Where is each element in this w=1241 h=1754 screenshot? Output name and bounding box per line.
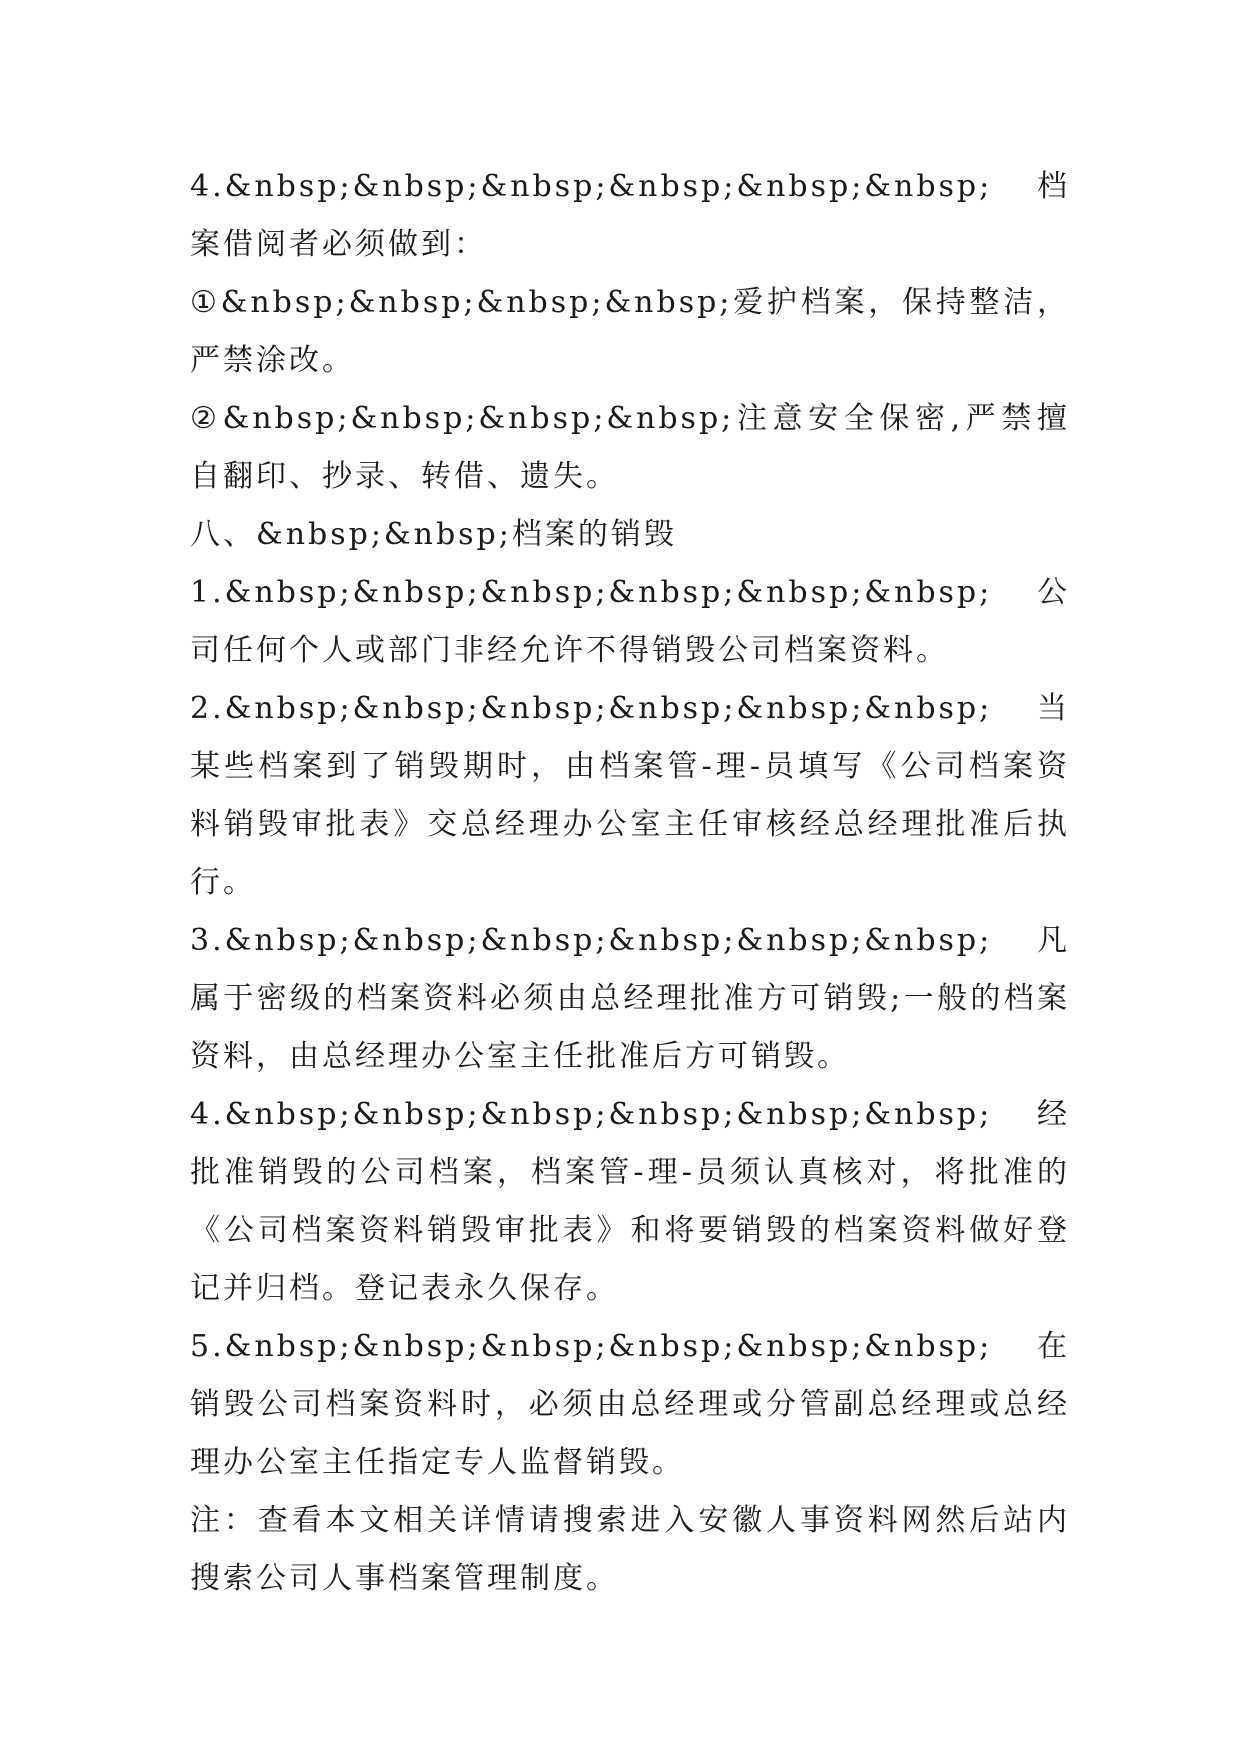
paragraph-destruction-rule-1: 1.&nbsp;&nbsp;&nbsp;&nbsp;&nbsp;&nbsp; 公司任何个人或部门非经允许不得销毁公司档案资料。: [190, 575, 1070, 668]
paragraph-security-confidentiality: ②&nbsp;&nbsp;&nbsp;&nbsp;注意安全保密,严禁擅自翻印、抄录、转借、遗失。: [190, 401, 1070, 494]
paragraph-destruction-rule-4: 4.&nbsp;&nbsp;&nbsp;&nbsp;&nbsp;&nbsp; 经批准销毁的公司档案，档案管-理-员须认真核对，将批准的《公司档案资料销毁审批表》和将要销毁的档案资料做好登记并归档。登记表永久保存。: [190, 1097, 1070, 1306]
section-heading-destruction: 八、&nbsp;&nbsp;档案的销毁: [190, 517, 677, 552]
paragraph-note: 注：查看本文相关详情请搜索进入安徽人事资料网然后站内搜索公司人事档案管理制度。: [190, 1503, 1070, 1596]
paragraph-destruction-rule-5: 5.&nbsp;&nbsp;&nbsp;&nbsp;&nbsp;&nbsp; 在销毁公司档案资料时，必须由总经理或分管副总经理或总经理办公室主任指定专人监督销毁。: [190, 1329, 1070, 1480]
paragraph-borrower-requirements: 4.&nbsp;&nbsp;&nbsp;&nbsp;&nbsp;&nbsp; 档案借阅者必须做到：: [190, 169, 1070, 262]
paragraph-care-for-archives: ①&nbsp;&nbsp;&nbsp;&nbsp;爱护档案，保持整洁，严禁涂改。: [190, 285, 1070, 378]
paragraph-destruction-rule-2: 2.&nbsp;&nbsp;&nbsp;&nbsp;&nbsp;&nbsp; 当某些档案到了销毁期时，由档案管-理-员填写《公司档案资料销毁审批表》交总经理办公室主任审核经总经理批准后执行。: [190, 691, 1070, 900]
paragraph-destruction-rule-3: 3.&nbsp;&nbsp;&nbsp;&nbsp;&nbsp;&nbsp; 凡属于密级的档案资料必须由总经理批准方可销毁;一般的档案资料，由总经理办公室主任批准后方可销毁。: [190, 923, 1070, 1074]
document-body: [190, 158, 1070, 1608]
